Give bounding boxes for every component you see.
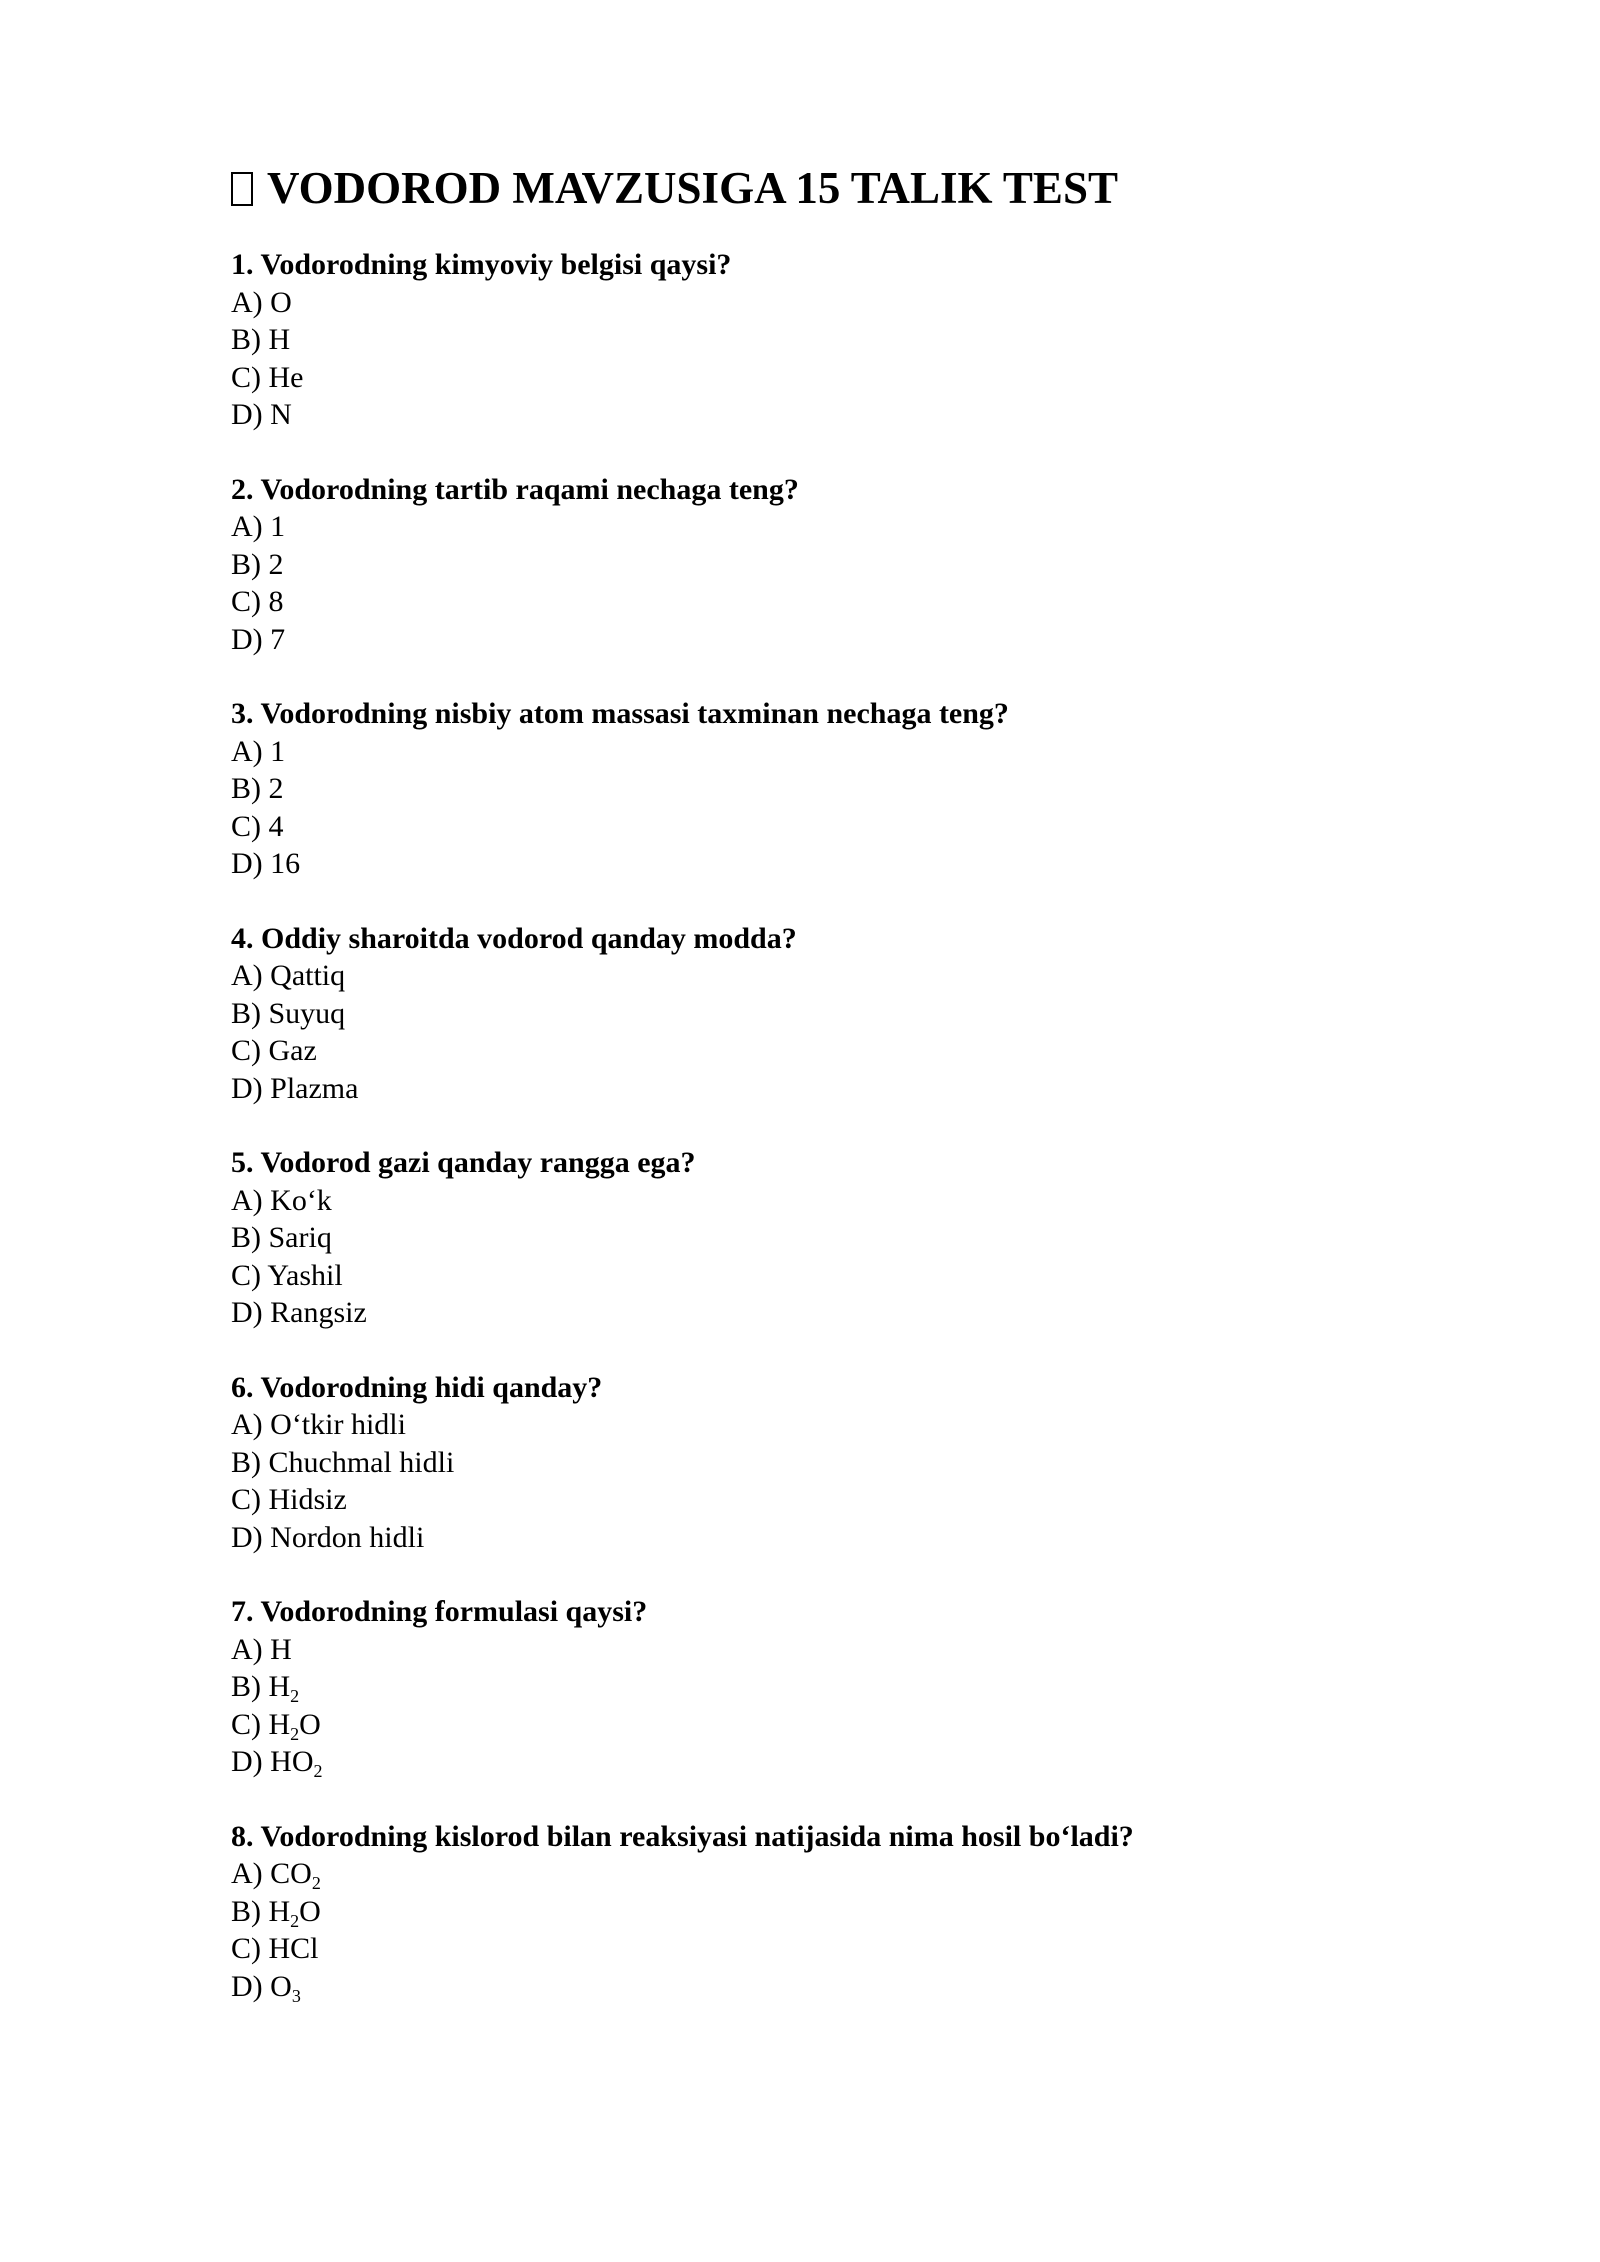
answer-option	[231, 546, 1431, 584]
option-value: N	[270, 398, 292, 431]
answer-option	[231, 1182, 1431, 1220]
formula-subscript: 2	[313, 1761, 323, 1781]
answer-option	[231, 284, 1431, 322]
question-text: 7. Vodorodning formulasi qaysi?	[231, 1595, 648, 1628]
option-value: 16	[270, 847, 301, 880]
answer-option	[231, 508, 1431, 546]
answer-option	[231, 1668, 1431, 1706]
option-label: B)	[231, 1221, 261, 1254]
answer-option	[231, 1406, 1431, 1444]
option-label: D)	[231, 398, 263, 431]
option-label: A)	[231, 285, 263, 319]
option-label: C)	[231, 1034, 261, 1067]
option-value: Hidsiz	[268, 1483, 347, 1516]
option-value: O	[270, 285, 292, 319]
answer-option	[231, 1519, 1431, 1557]
formula-text: H	[268, 1894, 291, 1928]
option-label: D)	[231, 622, 263, 656]
answer-option	[231, 995, 1431, 1033]
answer-option	[231, 733, 1431, 771]
option-label: C)	[231, 1707, 261, 1741]
answer-option	[231, 1706, 1431, 1744]
option-label: C)	[231, 809, 261, 843]
option-value: 1	[270, 734, 286, 768]
option-value: Sariq	[268, 1221, 332, 1254]
question-text: 4. Oddiy sharoitda vodorod qanday modda?	[231, 921, 797, 955]
question-block	[231, 1818, 1431, 2006]
question-list	[231, 246, 1431, 2005]
answer-option	[231, 770, 1431, 808]
answer-option	[231, 1893, 1431, 1931]
option-label: B)	[231, 1670, 261, 1703]
question-text: 3. Vodorodning nisbiy atom massasi taxminan nechaga teng?	[231, 697, 1009, 730]
formula-text: H	[268, 1670, 291, 1703]
option-value: Nordon hidli	[270, 1520, 425, 1554]
option-label: B)	[231, 1445, 261, 1479]
option-label: D)	[231, 1071, 263, 1105]
option-value: 2	[268, 547, 284, 581]
answer-option	[231, 359, 1431, 397]
question-block	[231, 1593, 1431, 1781]
option-label: B)	[231, 547, 261, 581]
formula-text: O	[299, 1707, 321, 1741]
option-value: Plazma	[270, 1071, 359, 1105]
option-value: 1	[270, 510, 286, 543]
answer-option	[231, 1631, 1431, 1669]
option-value: Ko‘k	[270, 1183, 332, 1217]
formula-text: HO	[270, 1745, 314, 1778]
question-text: 2. Vodorodning tartib raqami nechaga teng?	[231, 472, 799, 506]
option-value: 7	[270, 622, 286, 656]
option-value: H	[268, 323, 291, 356]
question-block	[231, 1369, 1431, 1557]
question-text: 5. Vodorod gazi qanday rangga ega?	[231, 1146, 696, 1179]
answer-option	[231, 1444, 1431, 1482]
answer-option	[231, 621, 1431, 659]
answer-option	[231, 1070, 1431, 1108]
formula-text: H	[270, 1632, 292, 1666]
option-label: C)	[231, 1258, 261, 1292]
question-block	[231, 246, 1431, 434]
formula-text: CO	[270, 1857, 312, 1890]
answer-option	[231, 1257, 1431, 1295]
option-value: O‘tkir hidli	[270, 1408, 406, 1441]
formula-subscript: 2	[290, 1910, 300, 1931]
formula-subscript: 2	[290, 1686, 300, 1706]
option-label: C)	[231, 1483, 261, 1516]
option-label: D)	[231, 1745, 263, 1778]
formula-subscript: 3	[291, 1985, 301, 2006]
option-value: Suyuq	[268, 996, 346, 1030]
formula-text: H	[268, 1707, 291, 1741]
option-label: A)	[231, 1408, 263, 1441]
option-label: B)	[231, 323, 261, 356]
question-block	[231, 1144, 1431, 1332]
option-label: D)	[231, 1520, 263, 1554]
option-value: 4	[268, 809, 284, 843]
formula-text: O	[299, 1894, 321, 1928]
option-label: A)	[231, 1632, 263, 1666]
question-text: 1. Vodorodning kimyoviy belgisi qaysi?	[231, 248, 732, 281]
formula-text: O	[270, 1969, 292, 2003]
option-label: A)	[231, 1183, 263, 1217]
option-label: A)	[231, 734, 263, 768]
option-label: A)	[231, 959, 263, 992]
answer-option	[231, 1930, 1431, 1968]
answer-option	[231, 1219, 1431, 1257]
question-block	[231, 695, 1431, 883]
option-value: He	[268, 360, 304, 394]
answer-option	[231, 321, 1431, 359]
question-block	[231, 471, 1431, 659]
option-value: Rangsiz	[270, 1296, 367, 1329]
option-label: A)	[231, 1857, 263, 1890]
option-label: B)	[231, 996, 261, 1030]
formula-text: HCl	[268, 1932, 319, 1965]
option-value: Gaz	[268, 1034, 317, 1067]
formula-subscript: 2	[311, 1873, 321, 1893]
option-value: 8	[268, 585, 284, 618]
option-label: C)	[231, 585, 261, 618]
option-value: Chuchmal hidli	[268, 1445, 455, 1479]
option-label: C)	[231, 360, 261, 394]
question-text: 8. Vodorodning kislorod bilan reaksiyasi natijasida nima hosil bo‘ladi?	[231, 1819, 1134, 1853]
answer-option	[231, 1968, 1431, 2006]
question-text: 6. Vodorodning hidi qanday?	[231, 1370, 603, 1404]
option-label: D)	[231, 1296, 263, 1329]
option-label: D)	[231, 847, 263, 880]
option-label: B)	[231, 1894, 261, 1928]
option-label: A)	[231, 510, 263, 543]
missing-glyph-icon	[231, 172, 253, 206]
answer-option	[231, 396, 1431, 434]
answer-option	[231, 957, 1431, 995]
option-label: C)	[231, 1932, 261, 1965]
option-value: Qattiq	[270, 959, 346, 992]
option-value: Yashil	[267, 1258, 343, 1292]
answer-option	[231, 845, 1431, 883]
page-title	[231, 160, 1431, 216]
page-title-text: VODOROD MAVZUSIGA 15 TALIK TEST	[267, 163, 1118, 213]
answer-option	[231, 1294, 1431, 1332]
answer-option	[231, 808, 1431, 846]
option-value: 2	[268, 772, 284, 805]
answer-option	[231, 1481, 1431, 1519]
option-label: B)	[231, 772, 261, 805]
document-page	[231, 160, 1431, 2042]
option-label: D)	[231, 1969, 263, 2003]
answer-option	[231, 1855, 1431, 1893]
answer-option	[231, 1032, 1431, 1070]
answer-option	[231, 583, 1431, 621]
answer-option	[231, 1743, 1431, 1781]
formula-subscript: 2	[290, 1723, 300, 1744]
question-block	[231, 920, 1431, 1108]
